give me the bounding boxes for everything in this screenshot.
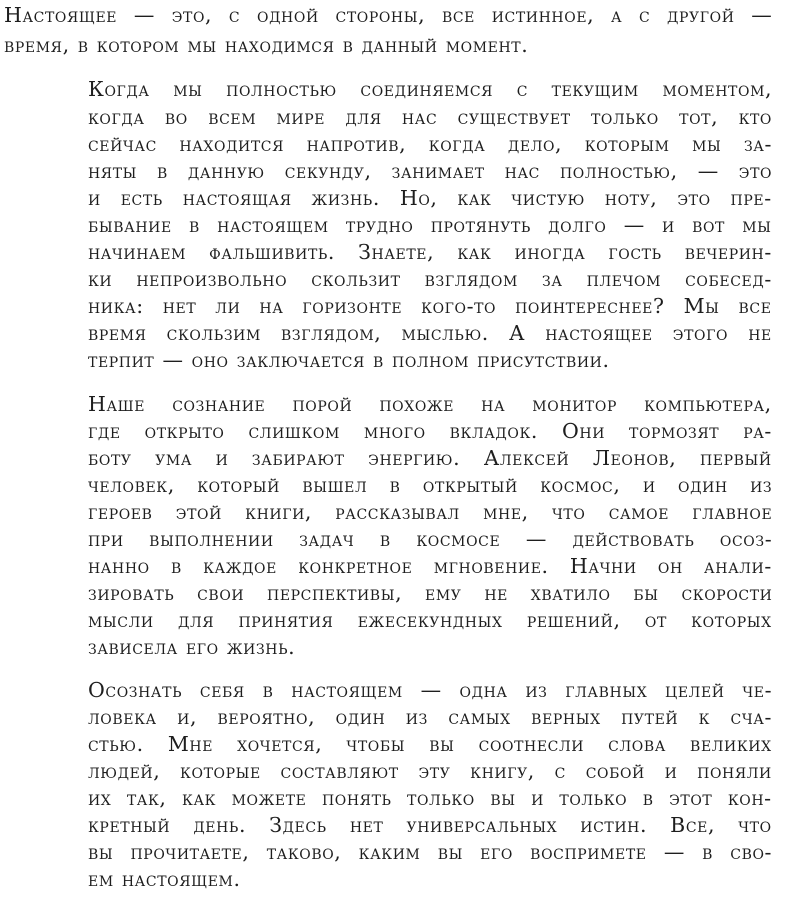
paragraph-3-line: ем настоящем. xyxy=(88,867,241,891)
paragraph-1-line: сейчас находится напротив, когда дело, которым мы за- xyxy=(88,132,773,156)
paragraph-2-line: Наше сознание порой похоже на монитор компьютера, xyxy=(88,392,772,416)
paragraph-2-line: героев этой книги, рассказывал мне, что самое главное xyxy=(88,500,773,524)
paragraph-3-line: кретный день. Здесь нет универсальных истин. Все, что xyxy=(88,813,772,837)
paragraph-3-line: их так, как можете понять только вы и только в этот кон- xyxy=(88,786,772,810)
paragraph-1-line: ки непроизвольно скользит взглядом за плечом собесед- xyxy=(88,267,772,291)
paragraph-1-line: ника: нет ли на горизонте кого-то поинтереснее? Мы все xyxy=(88,294,772,318)
paragraph-3-line: Осознать себя в настоящем — одна из главных целей че- xyxy=(88,678,773,702)
paragraph-2-line: нанно в каждое конкретное мгновение. Начни он анали- xyxy=(88,554,772,578)
epigraph-line: время, в котором мы находимся в данный момент. xyxy=(4,33,529,57)
paragraph-1-line: время скользим взглядом, мыслью. А настоящее этого не xyxy=(88,321,772,345)
paragraph-2-line: где открыто слишком много вкладок. Они тормозят ра- xyxy=(88,419,772,443)
paragraph-3-line: стью. Мне хочется, чтобы вы соотнесли слова великих xyxy=(88,732,772,756)
paragraph-2-line: зировать свои перспективы, ему не хватило бы скорости xyxy=(88,581,773,605)
paragraph-3-line: ловека и, вероятно, один из самых верных путей к сча- xyxy=(88,705,772,729)
paragraph-1-line: начинаем фальшивить. Знаете, как иногда гость вечерин- xyxy=(88,240,772,264)
paragraph-1-line: няты в данную секунду, занимает нас полностью, — это xyxy=(88,159,773,183)
epigraph-line: Настоящее — это, с одной стороны, все истинное, а с другой — xyxy=(4,3,773,27)
paragraph-1-line: бывание в настоящем трудно протянуть долго — и вот мы xyxy=(88,213,772,237)
paragraph-3-line: людей, которые составляют эту книгу, с собой и поняли xyxy=(88,759,772,783)
paragraph-2-line: при выполнении задач в космосе — действовать осоз- xyxy=(88,527,773,551)
paragraph-1-line: и есть настоящая жизнь. Но, как чистую ноту, это пре- xyxy=(88,186,772,210)
paragraph-2-line: мысли для принятия ежесекундных решений, от которых xyxy=(88,608,772,632)
paragraph-1-line: когда во всем мире для нас существует только тот, кто xyxy=(88,105,773,129)
paragraph-3-line: вы прочитаете, таково, каким вы его воспримете — в сво- xyxy=(88,840,773,864)
paragraph-2-line: зависела его жизнь. xyxy=(88,635,296,659)
paragraph-2-line: человек, который вышел в открытый космос, и один из xyxy=(88,473,773,497)
paragraph-1-line: терпит — оно заключается в полном присутствии. xyxy=(88,348,610,372)
paragraph-1-line: Когда мы полностью соединяемся с текущим моментом, xyxy=(88,77,773,101)
paragraph-2-line: боту ума и забирают энергию. Алексей Леонов, первый xyxy=(88,446,772,470)
